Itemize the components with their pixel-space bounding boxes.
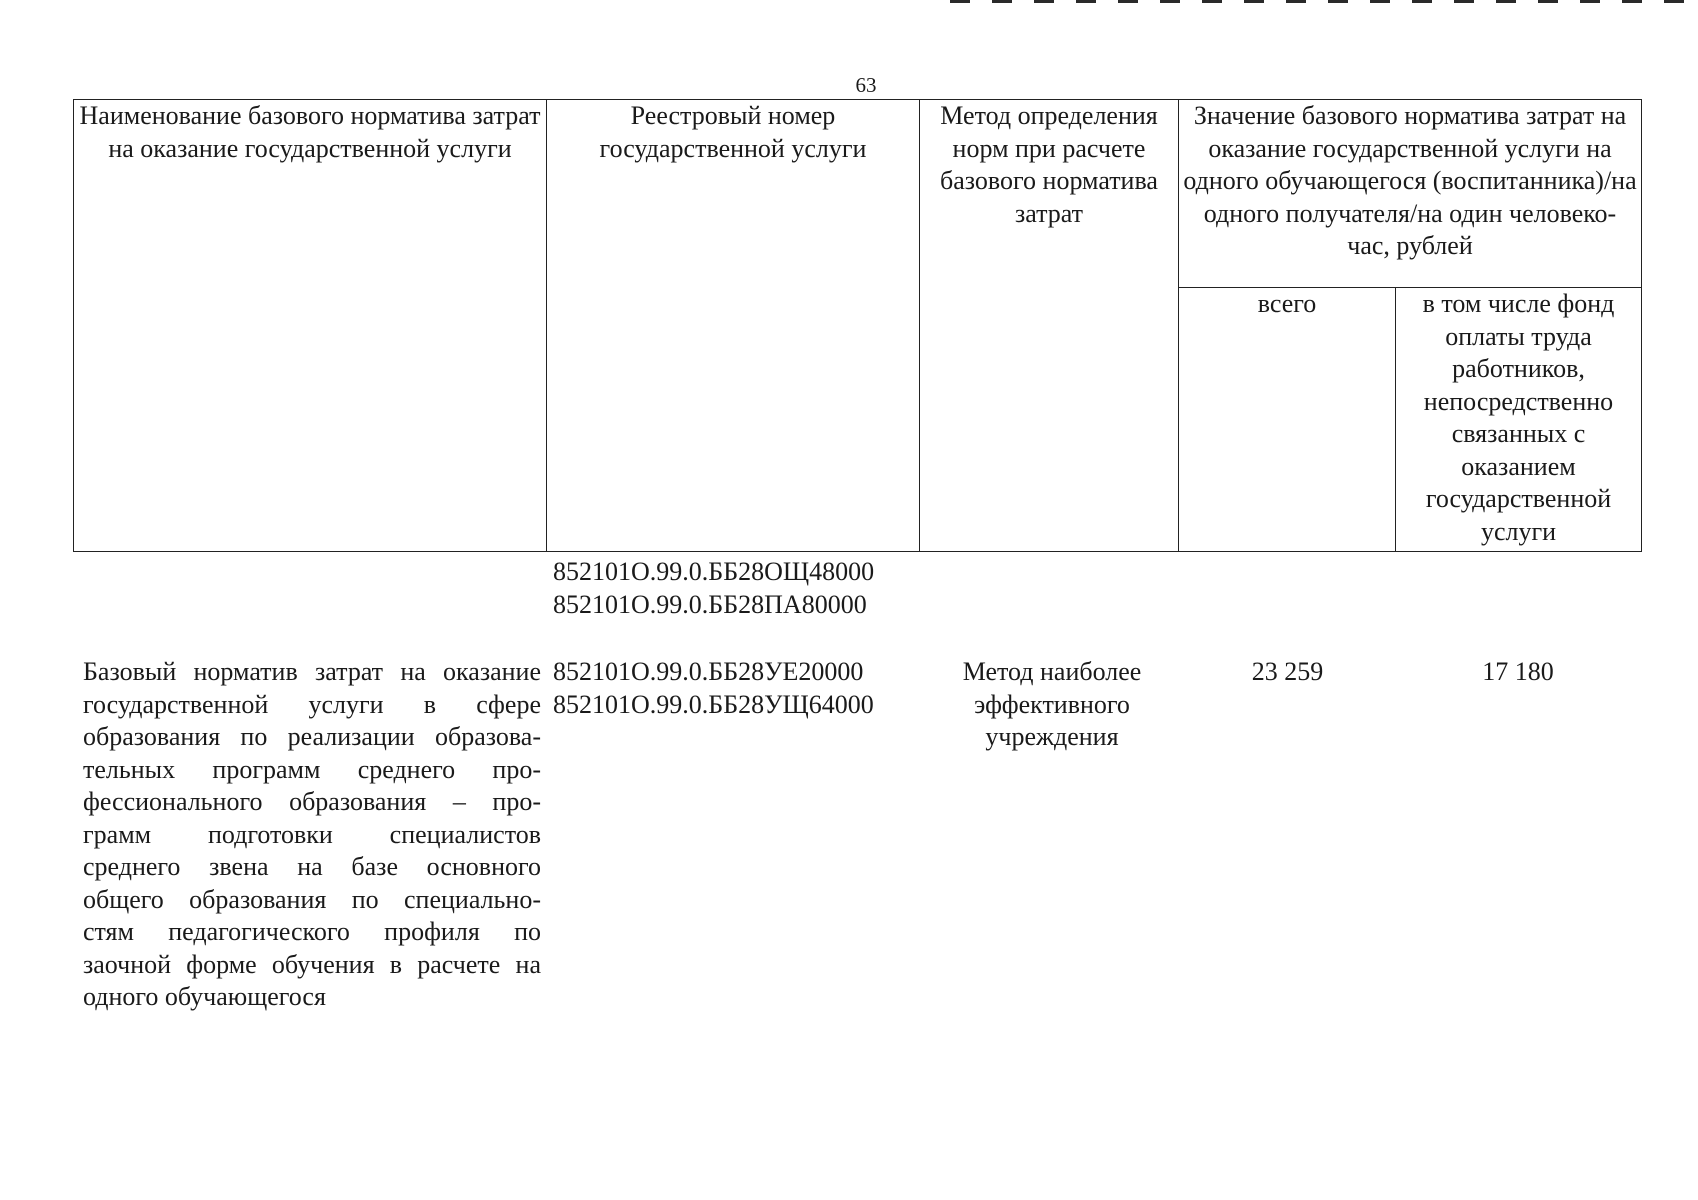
norm-name-line: государственной услуги в сфере xyxy=(83,689,541,719)
norm-name-line: стям педагогического профиля по xyxy=(83,917,541,946)
norm-name-line: заочной форме обучения в расчете на xyxy=(83,949,541,979)
norm-name-line: образования по реализации образова- xyxy=(83,722,541,751)
norm-name-line: грамм подготовки специалистов xyxy=(83,819,541,849)
method-line: эффективного xyxy=(974,689,1130,719)
registry-code: 852101О.99.0.ББ28ПА80000 xyxy=(553,589,867,619)
continuation-codes xyxy=(553,556,928,621)
norm-name-line: общего образования по специально- xyxy=(83,884,541,914)
header-registry-column: Реестровый номер государственной услуги xyxy=(547,100,920,552)
registry-code: 852101О.99.0.ББ28ОЩ48000 xyxy=(553,557,875,586)
table-header xyxy=(74,100,1642,552)
page-number: 63 xyxy=(855,73,877,97)
norm-name-line: Базовый норматив затрат на оказание xyxy=(83,657,541,686)
header-wage-column: в том числе фонд оплаты труда работников, непосредственно связанных с оказанием государственной услуги xyxy=(1396,288,1642,552)
norm-name-line: одного обучающегося xyxy=(83,982,326,1011)
method-cell xyxy=(922,656,1182,754)
norm-name-line: среднего звена на базе основного xyxy=(83,852,541,881)
top-dashed-rule xyxy=(950,0,1698,3)
header-name-column: Наименование базового норматива затрат на оказание государственной услуги xyxy=(74,100,547,552)
wage-fund-value-cell: 17 180 xyxy=(1482,657,1554,686)
header-value-column: Значение базового норматива затрат на оказание государственной услуги на одного обучающегося (воспитанника)/на одного получателя/на один человеко-час, рублей xyxy=(1179,100,1642,288)
method-line: учреждения xyxy=(985,722,1119,751)
method-line: Метод наиболее xyxy=(962,657,1142,686)
norm-name-line: фессионального образования – про- xyxy=(83,787,541,816)
row-registry-codes xyxy=(553,656,928,721)
registry-code: 852101О.99.0.ББ28УЕ20000 xyxy=(553,657,864,686)
registry-code: 852101О.99.0.ББ28УЩ64000 xyxy=(553,689,874,719)
norms-table xyxy=(73,99,1642,552)
header-method-column: Метод определения норм при расчете базового норматива затрат xyxy=(920,100,1179,552)
norm-name-line: тельных программ среднего про- xyxy=(83,754,541,784)
total-value-cell: 23 259 xyxy=(1251,657,1324,686)
norm-name-cell xyxy=(83,656,541,1014)
header-total-column: всего xyxy=(1179,288,1396,552)
